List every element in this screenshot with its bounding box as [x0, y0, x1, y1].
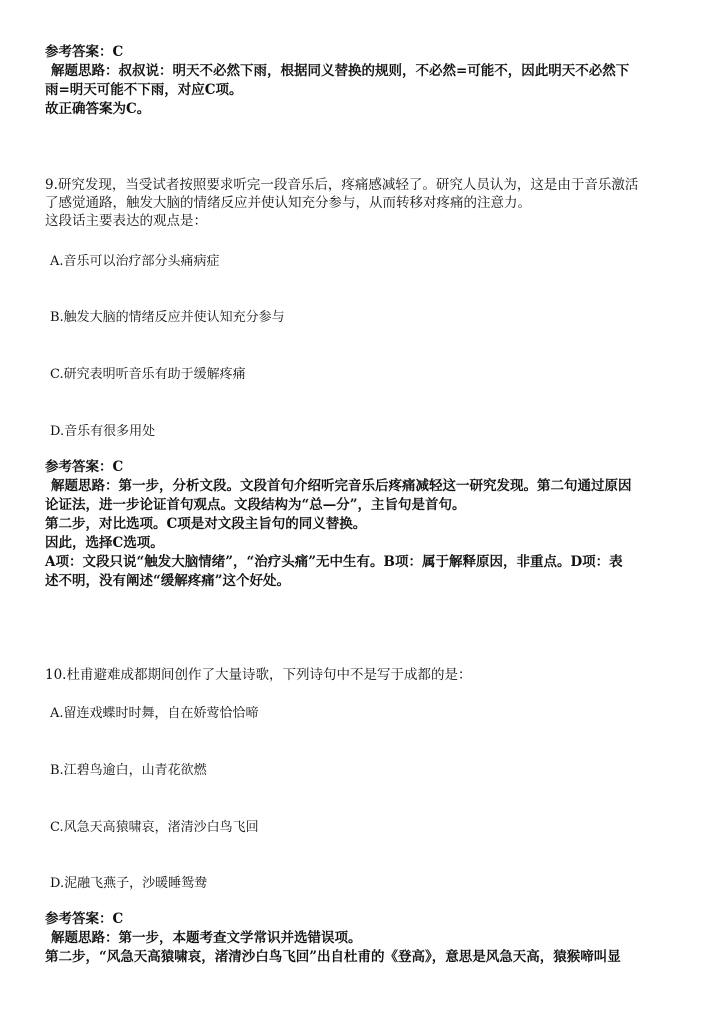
analysis-text: 论证法，进一步论证首句观点。文段结构为“总—分”，主旨句是首句。 — [45, 497, 466, 513]
answer-label: 参考答案：C — [45, 459, 124, 475]
question-stem: 了感觉通路，触发大脑的情绪反应并使认知充分参与，从而转移对疼痛的注意力。 — [45, 195, 531, 211]
analysis-text: 解题思路：第一步，本题考查文学常识并选错误项。 — [51, 930, 362, 946]
question-prompt: 这段话主要表达的观点是： — [45, 213, 207, 229]
analysis-text: 解题思路：第一步，分析文段。文段首句介绍听完音乐后疼痛减轻这一研究发现。第二句通过原因 — [51, 478, 632, 494]
analysis-text: 解题思路：叔叔说：明天不必然下雨，根据同义替换的规则，不必然=可能不，因此明天不必然下 — [51, 63, 630, 79]
option-c: C.研究表明听音乐有助于缓解疼痛 — [50, 367, 246, 382]
option-b: B.江碧鸟逾白，山青花欲燃 — [50, 763, 207, 778]
question-stem: 9.研究发现，当受试者按照要求听完一段音乐后，疼痛感减轻了。研究人员认为，这是由于音乐激活 — [45, 177, 639, 193]
option-c: C.风急天高猿啸哀，渚清沙白鸟飞回 — [50, 820, 259, 835]
conclusion-text: 故正确答案为C。 — [45, 101, 151, 117]
analysis-text: 第二步，对比选项。C项是对文段主旨句的同义替换。 — [45, 516, 367, 532]
answer-label: 参考答案：C — [45, 911, 124, 927]
option-d: D.泥融飞燕子，沙暖睡鸳鸯 — [50, 876, 208, 891]
option-a: A.留连戏蝶时时舞，自在娇莺恰恰啼 — [50, 706, 259, 721]
analysis-text: 述不明，没有阐述“缓解疼痛”这个好处。 — [45, 573, 291, 589]
option-a: A.音乐可以治疗部分头痛病症 — [50, 254, 220, 269]
option-b: B.触发大脑的情绪反应并使认知充分参与 — [50, 310, 285, 325]
analysis-text: A项：文段只说“触发大脑情绪”，“治疗头痛”无中生有。B项：属于解释原因，非重点。D项：表 — [45, 554, 623, 570]
analysis-text: 雨=明天可能不下雨，对应C项。 — [45, 82, 243, 98]
answer-label: 参考答案：C — [45, 44, 124, 60]
question-stem: 10.杜甫避难成都期间创作了大量诗歌，下列诗句中不是写于成都的是： — [45, 667, 472, 683]
analysis-text: 因此，选择C选项。 — [45, 535, 164, 551]
analysis-text: 第二步，“风急天高猿啸哀，渚清沙白鸟飞回”出自杜甫的《登高》，意思是风急天高，猿猴啼叫显 — [45, 949, 621, 965]
option-d: D.音乐有很多用处 — [50, 424, 156, 439]
